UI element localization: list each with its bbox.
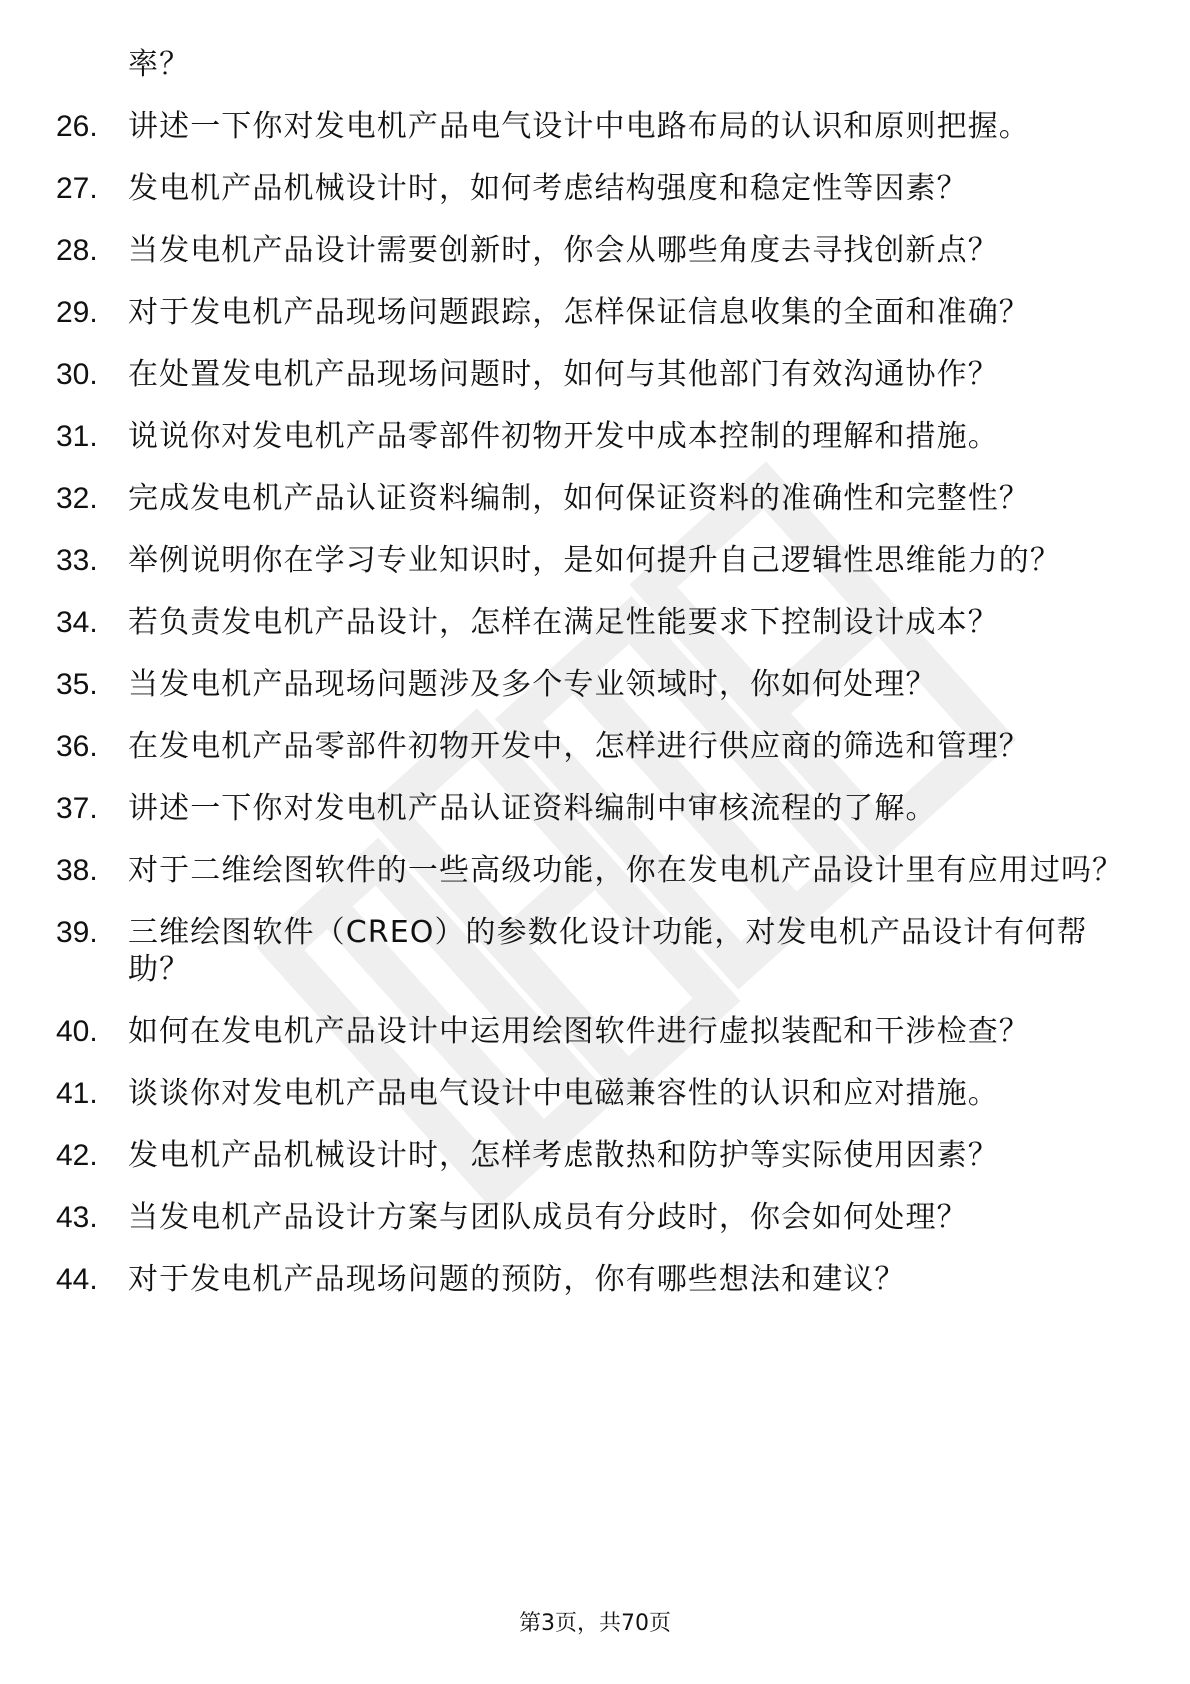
question-number: 36. xyxy=(56,730,98,763)
question-number: 44. xyxy=(56,1263,98,1296)
question-text: 三维绘图软件（CREO）的参数化设计功能，对发电机产品设计有何帮助？ xyxy=(128,915,1088,987)
question-text: 在处置发电机产品现场问题时，如何与其他部门有效沟通协作？ xyxy=(128,357,999,392)
question-number: 42. xyxy=(56,1139,98,1172)
question-text: 对于二维绘图软件的一些高级功能，你在发电机产品设计里有应用过吗？ xyxy=(128,853,1124,888)
question-number: 37. xyxy=(56,792,98,825)
question-number: 29. xyxy=(56,296,98,329)
question-number: 34. xyxy=(56,606,98,639)
question-number: 33. xyxy=(56,544,98,577)
question-item xyxy=(0,356,1190,393)
question-text: 对于发电机产品现场问题跟踪，怎样保证信息收集的全面和准确？ xyxy=(128,295,1030,330)
question-item xyxy=(0,1137,1190,1174)
question-text: 讲述一下你对发电机产品电气设计中电路布局的认识和原则把握。 xyxy=(128,109,1030,144)
question-text: 对于发电机产品现场问题的预防，你有哪些想法和建议？ xyxy=(128,1262,906,1297)
question-text: 谈谈你对发电机产品电气设计中电磁兼容性的认识和应对措施。 xyxy=(128,1076,999,1111)
question-item xyxy=(0,542,1190,579)
question-item xyxy=(0,418,1190,455)
question-text: 在发电机产品零部件初物开发中，怎样进行供应商的筛选和管理？ xyxy=(128,729,1030,764)
question-list xyxy=(0,46,1190,1323)
page-footer: 第3页，共70页 xyxy=(519,1611,671,1636)
question-number: 41. xyxy=(56,1077,98,1110)
continuation-text: 率？ xyxy=(128,47,191,82)
question-item xyxy=(0,1013,1190,1050)
question-text: 讲述一下你对发电机产品认证资料编制中审核流程的了解。 xyxy=(128,791,937,826)
question-number: 31. xyxy=(56,420,98,453)
question-item xyxy=(0,790,1190,827)
question-item xyxy=(0,1199,1190,1236)
question-item xyxy=(0,294,1190,331)
question-number: 43. xyxy=(56,1201,98,1234)
question-number: 35. xyxy=(56,668,98,701)
question-text: 当发电机产品设计方案与团队成员有分歧时，你会如何处理？ xyxy=(128,1200,968,1235)
question-text: 如何在发电机产品设计中运用绘图软件进行虚拟装配和干涉检查？ xyxy=(128,1014,1030,1049)
question-text: 发电机产品机械设计时，怎样考虑散热和防护等实际使用因素？ xyxy=(128,1138,999,1173)
question-text: 举例说明你在学习专业知识时，是如何提升自己逻辑性思维能力的？ xyxy=(128,543,1061,578)
question-item xyxy=(0,666,1190,703)
question-item xyxy=(0,170,1190,207)
continuation-line xyxy=(0,46,1190,83)
question-number: 40. xyxy=(56,1015,98,1048)
question-text: 完成发电机产品认证资料编制，如何保证资料的准确性和完整性？ xyxy=(128,481,1030,516)
question-number: 39. xyxy=(56,916,98,949)
question-text: 当发电机产品设计需要创新时，你会从哪些角度去寻找创新点？ xyxy=(128,233,999,268)
question-text: 说说你对发电机产品零部件初物开发中成本控制的理解和措施。 xyxy=(128,419,999,454)
question-number: 26. xyxy=(56,110,98,143)
question-text: 当发电机产品现场问题涉及多个专业领域时，你如何处理？ xyxy=(128,667,937,702)
question-number: 38. xyxy=(56,854,98,887)
question-item xyxy=(0,480,1190,517)
question-number: 30. xyxy=(56,358,98,391)
question-item xyxy=(0,232,1190,269)
question-item xyxy=(0,852,1190,889)
question-item xyxy=(0,1075,1190,1112)
question-number: 28. xyxy=(56,234,98,267)
question-number: 27. xyxy=(56,172,98,205)
question-item xyxy=(0,914,1190,988)
question-item xyxy=(0,728,1190,765)
question-item xyxy=(0,108,1190,145)
question-item xyxy=(0,1261,1190,1298)
question-text: 若负责发电机产品设计，怎样在满足性能要求下控制设计成本？ xyxy=(128,605,999,640)
question-number: 32. xyxy=(56,482,98,515)
question-text: 发电机产品机械设计时，如何考虑结构强度和稳定性等因素？ xyxy=(128,171,968,206)
question-item xyxy=(0,604,1190,641)
